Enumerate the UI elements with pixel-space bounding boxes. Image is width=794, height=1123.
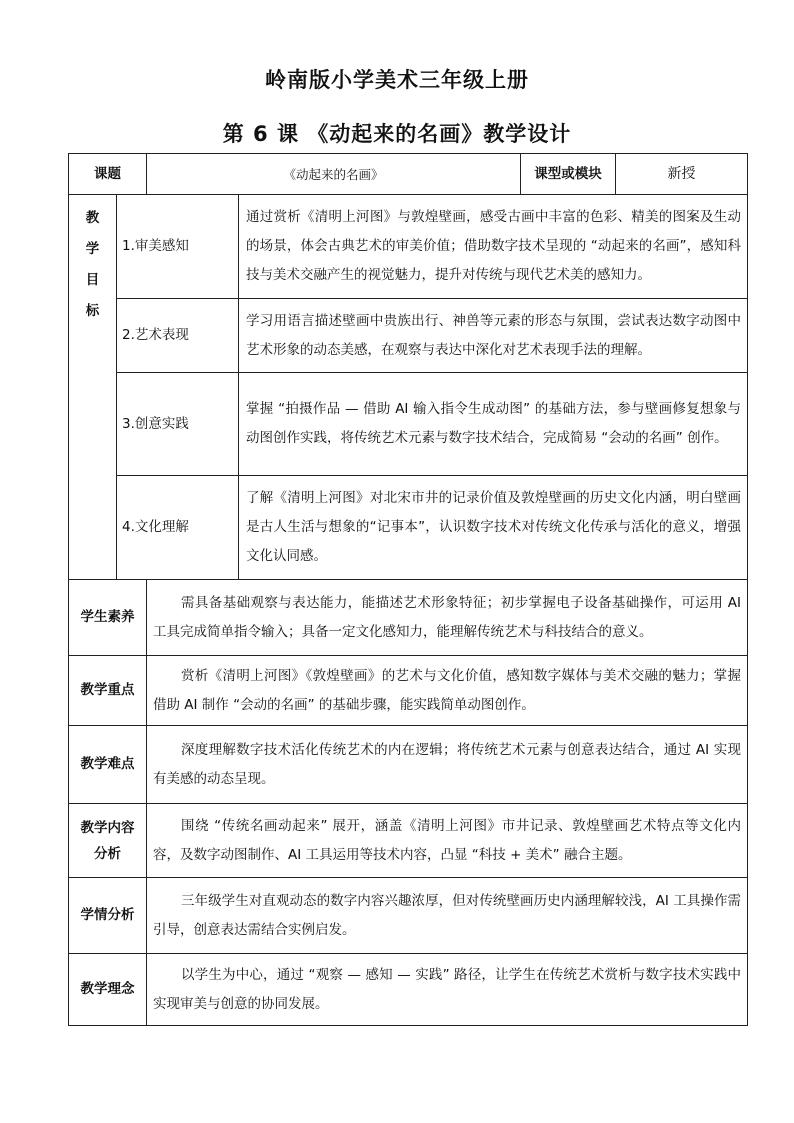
document-title: 岭南版小学美术三年级上册	[265, 68, 529, 92]
section-row	[69, 954, 748, 1026]
section-label: 教学理念	[69, 954, 147, 1026]
goal-row-4	[69, 476, 748, 580]
section-label: 教学内容 分析	[69, 804, 147, 878]
section-text: 围绕 “传统名画动起来” 展开，涵盖《清明上河图》市井记录、敦煌壁画艺术特点等文化内容，及数字动图制作、AI 工具运用等技术内容，凸显 “科技 + 美术” 融合主题。	[147, 804, 748, 878]
lesson-plan-table	[68, 153, 748, 1026]
goals-label-char: 学	[85, 241, 100, 257]
section-label: 教学重点	[69, 656, 147, 726]
section-text: 深度理解数字技术活化传统艺术的内在逻辑；将传统艺术元素与创意表达结合，通过 AI 实现有美感的动态呈现。	[147, 726, 748, 804]
goals-label-char: 目	[85, 272, 100, 288]
goal-row-1	[69, 195, 748, 299]
section-text: 需具备基础观察与表达能力，能描述艺术形象特征；初步掌握电子设备基础操作，可运用 AI 工具完成简单指令输入；具备一定文化感知力，能理解传统艺术与科技结合的意义。	[147, 580, 748, 656]
section-label: 教学难点	[69, 726, 147, 804]
section-text: 以学生为中心，通过 “观察 — 感知 — 实践” 路径，让学生在传统艺术赏析与数字技术实践中实现审美与创意的协同发展。	[147, 954, 748, 1026]
goal-text: 了解《清明上河图》对北宋市井的记录价值及敦煌壁画的历史文化内涵，明白壁画是古人生活与想象的“记事本”，认识数字技术对传统文化传承与活化的意义，增强文化认同感。	[239, 476, 748, 580]
section-row	[69, 878, 748, 954]
label-lesson-type: 课型或模块	[521, 154, 616, 195]
topic-value: 《动起来的名画》	[147, 154, 521, 195]
section-row	[69, 580, 748, 656]
goal-row-2	[69, 299, 748, 373]
topic-row	[69, 154, 748, 195]
goal-text: 掌握 “拍摄作品 — 借助 AI 输入指令生成动图” 的基础方法，参与壁画修复想象与动图创作实践，将传统艺术元素与数字技术结合，完成简易 “会动的名画” 创作。	[239, 373, 748, 476]
goal-name: 2.艺术表现	[117, 299, 239, 373]
lesson-type-value: 新授	[616, 154, 748, 195]
section-row	[69, 804, 748, 878]
goals-label-char: 教	[85, 210, 100, 226]
section-row	[69, 656, 748, 726]
section-label: 学生素养	[69, 580, 147, 656]
lesson-title: 第 6 课 《动起来的名画》教学设计	[222, 122, 572, 146]
section-text: 赏析《清明上河图》《敦煌壁画》的艺术与文化价值，感知数字媒体与美术交融的魅力；掌握借助 AI 制作 “会动的名画” 的基础步骤，能实践简单动图创作。	[147, 656, 748, 726]
section-text: 三年级学生对直观动态的数字内容兴趣浓厚，但对传统壁画历史内涵理解较浅，AI 工具操作需引导，创意表达需结合实例启发。	[147, 878, 748, 954]
goal-row-3	[69, 373, 748, 476]
section-row	[69, 726, 748, 804]
goals-label-char: 标	[85, 303, 100, 319]
goals-label	[69, 195, 117, 580]
goal-name: 4.文化理解	[117, 476, 239, 580]
label-topic: 课题	[69, 154, 147, 195]
goal-name: 3.创意实践	[117, 373, 239, 476]
goal-text: 通过赏析《清明上河图》与敦煌壁画，感受古画中丰富的色彩、精美的图案及生动的场景，体会古典艺术的审美价值；借助数字技术呈现的 “动起来的名画”，感知科技与美术交融产生的视觉魅力，提升对传统与现代艺术美的感知力。	[239, 195, 748, 299]
goal-text: 学习用语言描述壁画中贵族出行、神兽等元素的形态与氛围，尝试表达数字动图中艺术形象的动态美感，在观察与表达中深化对艺术表现手法的理解。	[239, 299, 748, 373]
goal-name: 1.审美感知	[117, 195, 239, 299]
section-label: 学情分析	[69, 878, 147, 954]
